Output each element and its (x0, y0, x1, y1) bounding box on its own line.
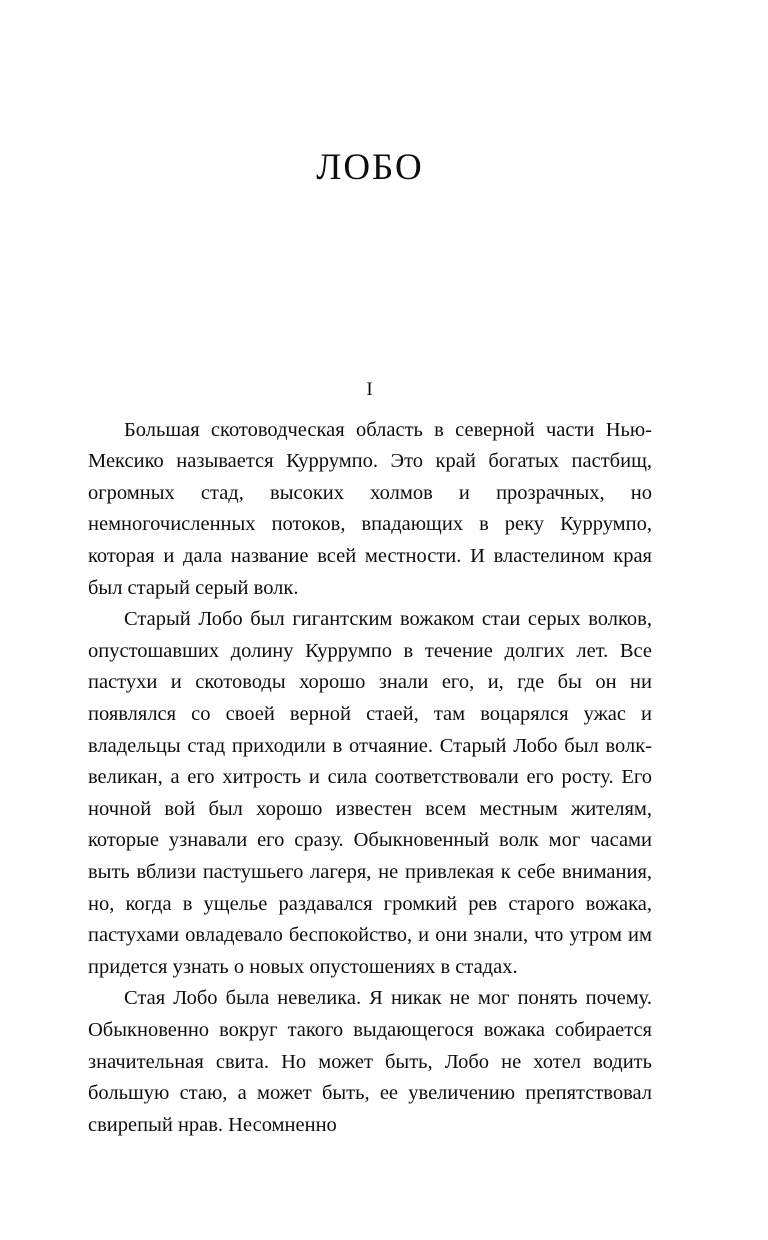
chapter-title: ЛОБО (316, 147, 424, 188)
page-content (88, 0, 652, 1240)
paragraph: Старый Лобо был гигантским вожаком стаи серых волков, опустошавших долину Куррумпо в течение долгих лет. Все пастухи и скотоводы хорошо знали его, и, где бы он ни появлялся со своей верной стаей, там воцарялся ужас и владельцы стад приходили в отчаяние. Старый Лобо был волк-великан, а его хитрость и сила соответствовали его росту. Его ночной вой был хорошо известен всем местным жителям, которые узнавали его сразу. Обыкновенный волк мог часами выть вблизи пастушьего лагеря, не привлекая к себе внимания, но, когда в ущелье раздавался громкий рев старого вожака, пастухами овладевало беспокойство, и они знали, что утром им придется узнать о новых опустошениях в стадах. (88, 608, 652, 978)
paragraph: Большая скотоводческая область в северной части Нью-Мексико называется Куррумпо. Это край богатых пастбищ, огромных стад, высоких холмов и прозрачных, но немногочисленных потоков, впадающих в реку Куррумпо, которая и дала название всей местности. И властелином края был старый серый волк. (88, 418, 652, 599)
section-number: I (366, 378, 374, 400)
paragraph: Стая Лобо была невелика. Я никак не мог понять почему. Обыкновенно вокруг такого выдающегося вожака собирается значительная свита. Но может быть, Лобо не хотел водить большую стаю, а может быть, ее увеличению препятствовал свирепый нрав. Несомненно (88, 987, 652, 1136)
